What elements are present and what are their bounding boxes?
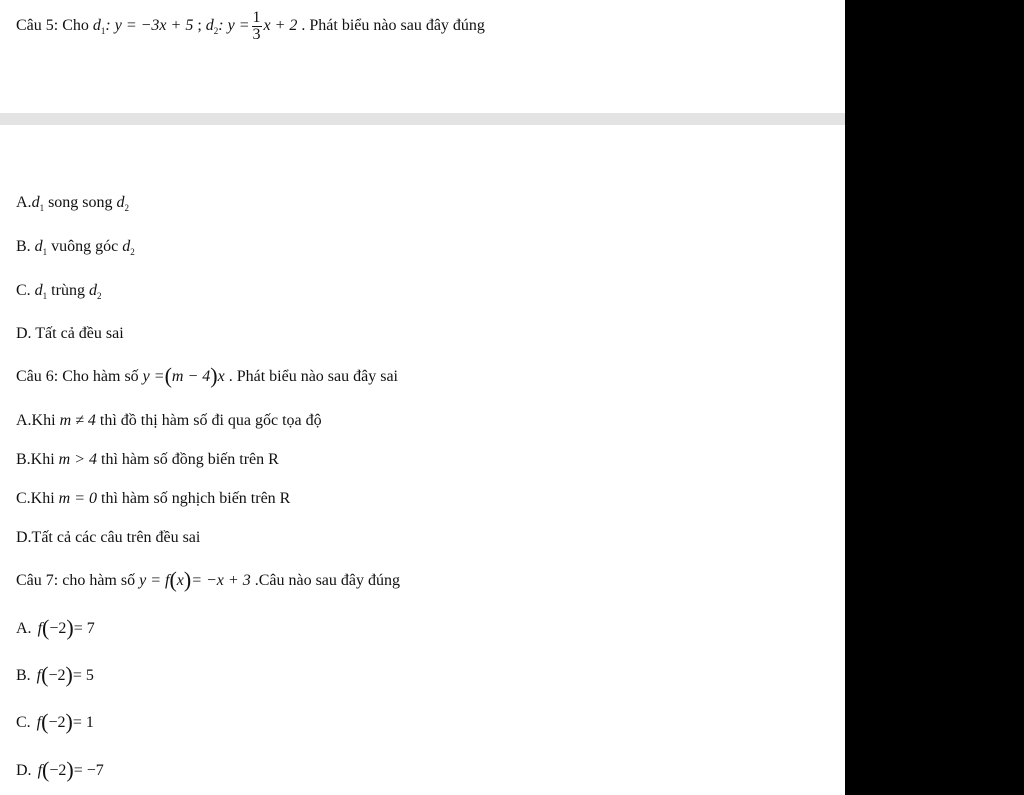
- q5-eq1: : y = −3x + 5: [105, 17, 194, 35]
- q7-formula: y = f(x)= −x + 3: [139, 567, 251, 592]
- q5-prefix: Câu 5: Cho: [16, 17, 89, 35]
- q5-question: [16, 10, 485, 43]
- q6-option-a: A.Khi m ≠ 4 thì đồ thị hàm số đi qua gốc tọa độ: [16, 412, 322, 429]
- q7-option-b: B. f(−2)= 5: [16, 662, 94, 687]
- q6-option-d: D.Tất cả các câu trên đều sai: [16, 529, 201, 546]
- q7-option-c: C. f(−2)= 1: [16, 709, 94, 734]
- q5-eq2-tail: x + 2: [263, 17, 298, 35]
- q5-option-a: $A.d_1$ song song $d_2$: [16, 194, 130, 213]
- q5-option-b: B. $d_1$ vuông góc $d_2$: [16, 238, 135, 257]
- q7-option-d: D. f(−2)= −7: [16, 757, 104, 782]
- q5-fraction: $\frac{1}{3}$: [252, 9, 261, 43]
- q6-option-c: C.Khi m = 0 thì hàm số nghịch biến trên R: [16, 490, 291, 507]
- q6-option-b: B.Khi m > 4 thì hàm số đồng biến trên R: [16, 451, 279, 468]
- q5-separator: ;: [197, 17, 202, 35]
- q5-option-c: C. $d_1$ trùng $d_2$: [16, 282, 102, 301]
- q5-eq2-lead: : y =: [218, 17, 250, 35]
- q5-option-d: D. Tất cả đều sai: [16, 325, 124, 342]
- q7-question: Câu 7: cho hàm số y = f(x)= −x + 3 .Câu nào sau đây đúng: [16, 567, 401, 592]
- separator-bar: [0, 113, 845, 125]
- q5-d1-symbol: $d_1$: [92, 17, 106, 37]
- q6-question: Câu 6: Cho hàm số y =(m − 4)x . Phát biểu nào sau đây sai: [16, 363, 398, 388]
- q5-suffix: . Phát biểu nào sau đây đúng: [301, 17, 485, 35]
- q5-d2-symbol: $d_2$: [205, 17, 219, 37]
- q7-option-a: A. f(−2)= 7: [16, 615, 95, 640]
- q6-formula: y =(m − 4)x: [142, 363, 225, 388]
